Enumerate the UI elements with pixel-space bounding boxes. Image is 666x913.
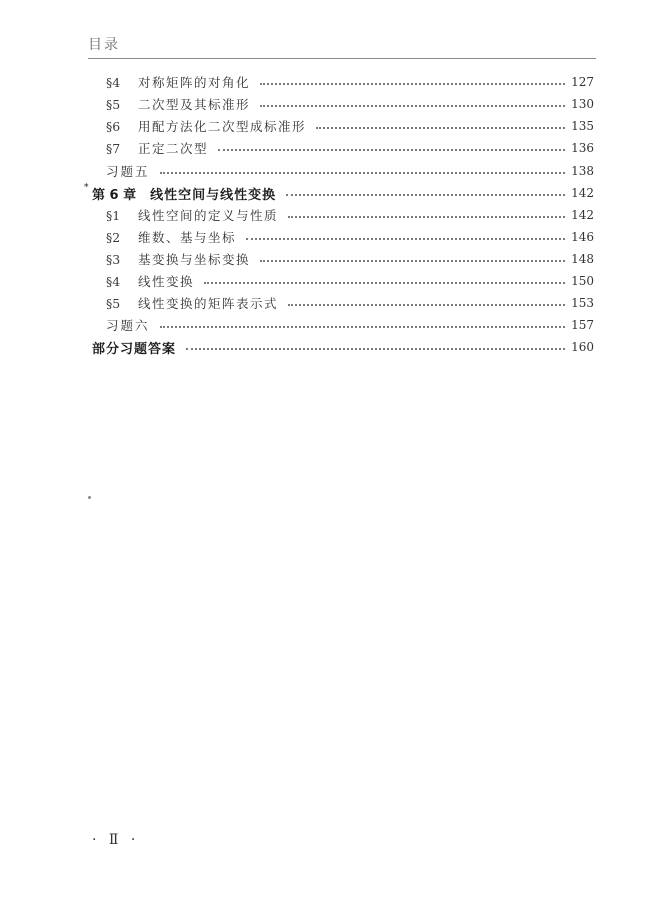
section-title: 线性变换的矩阵表示式 — [138, 296, 279, 311]
section-number: §3 — [106, 251, 121, 267]
section-title: 对称矩阵的对角化 — [138, 75, 251, 90]
page-number: 130 — [571, 97, 594, 111]
toc-entry-ch6-s3[interactable] — [106, 248, 594, 270]
section-number: §1 — [106, 207, 121, 223]
page-number: 148 — [571, 252, 594, 266]
section-title: 正定二次型 — [138, 141, 209, 156]
dot-leader — [246, 238, 565, 240]
page-number: 153 — [571, 296, 594, 310]
dot-leader — [260, 105, 565, 107]
scan-speck — [88, 496, 91, 499]
section-title: 基变换与坐标变换 — [138, 252, 251, 267]
toc-entry-chapter-6[interactable] — [92, 182, 594, 204]
page-number: 142 — [571, 208, 594, 222]
section-number: §5 — [106, 96, 121, 112]
section-number: §2 — [106, 229, 121, 245]
section-title: 维数、基与坐标 — [138, 230, 237, 245]
toc-entry-answers[interactable] — [92, 336, 594, 358]
answers-title: 部分习题答案 — [92, 341, 177, 357]
page-number: 150 — [571, 274, 594, 288]
dot-leader — [186, 348, 565, 350]
toc-entry-ch6-s1[interactable] — [106, 204, 594, 226]
page-number: 138 — [571, 164, 594, 178]
page-number: 160 — [571, 340, 594, 354]
dot-leader — [288, 216, 565, 218]
exercise-title: 习题五 — [106, 164, 150, 179]
toc-entry-ch6-s4[interactable] — [106, 270, 594, 292]
toc-entry-exercise-6[interactable] — [106, 314, 594, 336]
section-title: 线性空间的定义与性质 — [138, 208, 279, 223]
dot-leader — [316, 127, 565, 129]
section-number: §4 — [106, 74, 121, 90]
page-number: 157 — [571, 318, 594, 332]
exercise-title: 习题六 — [106, 318, 150, 333]
chapter-title: 线性空间与线性变换 — [150, 187, 277, 203]
section-number: §4 — [106, 273, 121, 289]
section-title: 线性变换 — [138, 274, 195, 289]
toc-entry-ch6-s2[interactable] — [106, 226, 594, 248]
page-number: 146 — [571, 230, 594, 244]
optional-chapter-asterisk: * — [84, 183, 89, 193]
dot-leader — [260, 83, 565, 85]
section-number: §5 — [106, 295, 121, 311]
toc-entry-ch5-s6[interactable] — [106, 115, 594, 137]
dot-leader — [218, 149, 565, 151]
toc-entry-ch6-s5[interactable] — [106, 292, 594, 314]
chapter-label: 第 6 章 — [92, 187, 137, 203]
dot-leader — [204, 282, 565, 284]
toc-entry-ch5-s5[interactable] — [106, 93, 594, 115]
section-number: §6 — [106, 118, 121, 134]
header-divider — [88, 58, 596, 59]
dot-leader — [286, 194, 565, 196]
page-number: 127 — [571, 75, 594, 89]
dot-leader — [160, 172, 566, 174]
toc-entry-ch5-s4[interactable] — [106, 71, 594, 93]
page-footer-number: · Ⅱ · — [92, 832, 140, 848]
page-number: 142 — [571, 186, 594, 200]
section-title: 二次型及其标准形 — [138, 97, 251, 112]
dot-leader — [160, 326, 566, 328]
page-number: 135 — [571, 119, 594, 133]
section-title: 用配方法化二次型成标准形 — [138, 119, 307, 134]
toc-entry-ch5-s7[interactable] — [106, 137, 594, 159]
running-header: 目录 — [88, 37, 120, 53]
toc-entry-exercise-5[interactable] — [106, 160, 594, 182]
section-number: §7 — [106, 140, 121, 156]
dot-leader — [288, 304, 565, 306]
page-number: 136 — [571, 141, 594, 155]
dot-leader — [260, 260, 565, 262]
